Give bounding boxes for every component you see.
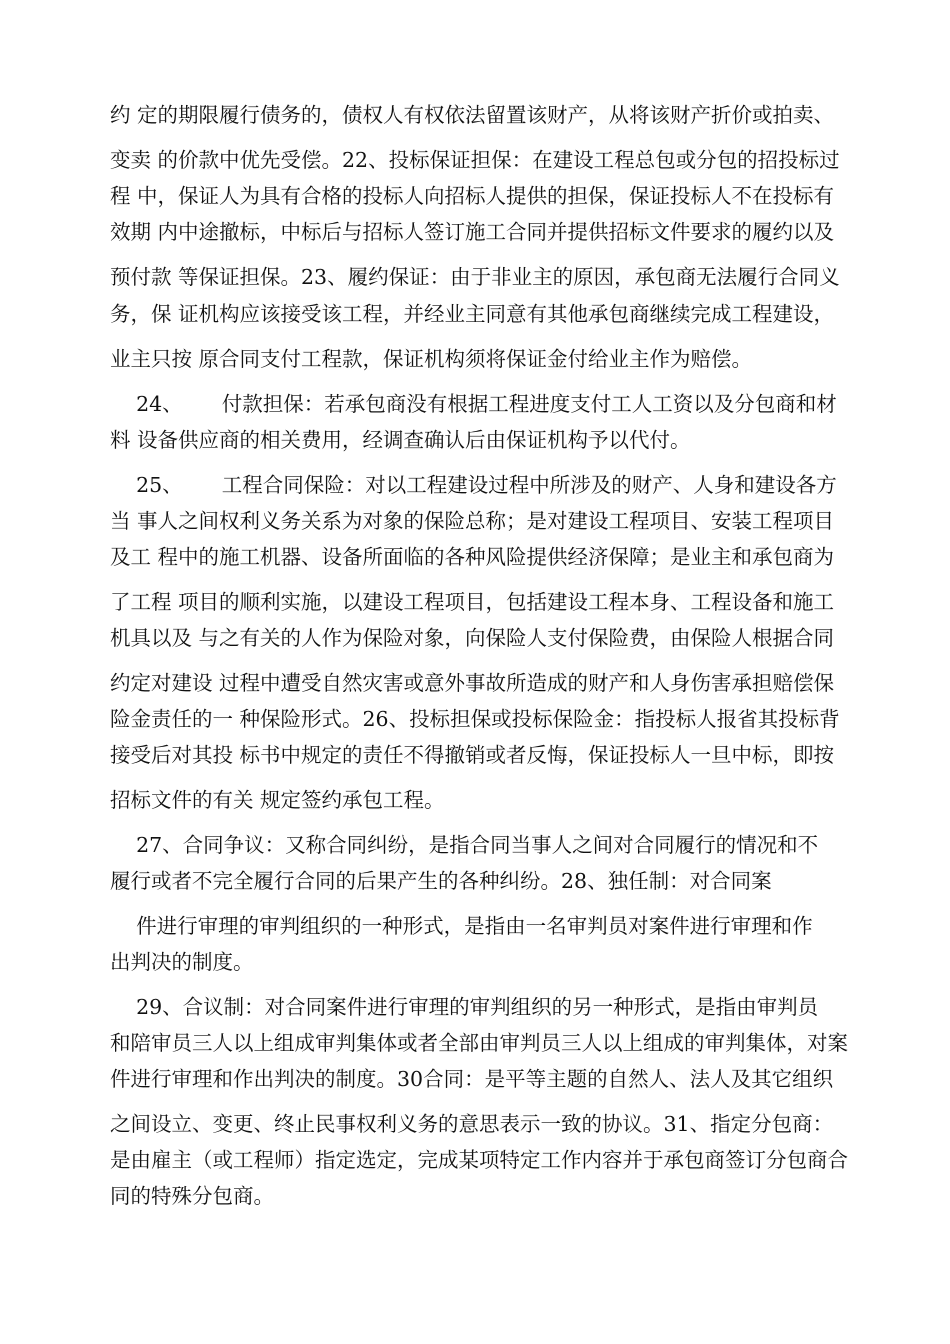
text-line: 履行或者不完全履行合同的后果产生的各种纠纷。28、独任制：对合同案 — [110, 869, 772, 893]
text-line: 及工 程中的施工机器、设备所面临的各种风险提供经济保障；是业主和承包商为 — [110, 545, 835, 569]
text-line: 同的特殊分包商。 — [110, 1184, 274, 1208]
text-line: 险金责任的一 种保险形式。26、投标担保或投标保险金：指投标人报省其投标背 — [110, 707, 840, 731]
text-line: 之间设立、变更、终止民事权利义务的意思表示一致的协议。31、指定分包商： — [110, 1112, 834, 1136]
text-line: 接受后对其投 标书中规定的责任不得撤销或者反悔，保证投标人一旦中标，即按 — [110, 743, 835, 767]
text-line: 业主只按 原合同支付工程款，保证机构须将保证金付给业主作为赔偿。 — [110, 347, 753, 371]
text-line: 24、 付款担保：若承包商没有根据工程进度支付工人工资以及分包商和材 — [110, 392, 837, 416]
text-line: 是由雇主（或工程师）指定选定，完成某项特定工作内容并于承包商签订分包商合 — [110, 1148, 848, 1172]
text-line: 29、合议制：对合同案件进行审理的审判组织的另一种形式，是指由审判员 — [110, 995, 819, 1019]
text-line: 效期 内中途撤标，中标后与招标人签订施工合同并提供招标文件要求的履约以及 — [110, 220, 835, 244]
text-line: 约定对建设 过程中遭受自然灾害或意外事故所造成的财产和人身伤害承担赔偿保 — [110, 671, 835, 695]
text-line: 招标文件的有关 规定签约承包工程。 — [110, 788, 445, 812]
text-line: 变卖 的价款中优先受偿。22、投标保证担保：在建设工程总包或分包的招投标过 — [110, 148, 840, 172]
text-line: 约 定的期限履行债务的，债权人有权依法留置该财产，从将该财产折价或拍卖、 — [110, 103, 835, 127]
text-line: 件进行审理的审判组织的一种形式，是指由一名审判员对案件进行审理和作 — [110, 914, 813, 938]
text-line: 料 设备供应商的相关费用，经调查确认后由保证机构予以代付。 — [110, 428, 691, 452]
text-line: 程 中，保证人为具有合格的投标人向招标人提供的担保，保证投标人不在投标有 — [110, 184, 835, 208]
text-line: 27、合同争议：又称合同纠纷，是指合同当事人之间对合同履行的情况和不 — [110, 833, 819, 857]
text-line: 和陪审员三人以上组成审判集体或者全部由审判员三人以上组成的审判集体，对案 — [110, 1031, 848, 1055]
text-line: 预付款 等保证担保。23、履约保证：由于非业主的原因，承包商无法履行合同义 — [110, 265, 840, 289]
text-line: 了工程 项目的顺利实施，以建设工程项目，包括建设工程本身、工程设备和施工 — [110, 590, 835, 614]
text-line: 出判决的制度。 — [110, 950, 254, 974]
text-line: 件进行审理和作出判决的制度。30合同：是平等主题的自然人、法人及其它组织 — [110, 1067, 834, 1091]
text-line: 25、 工程合同保险：对以工程建设过程中所涉及的财产、人身和建设各方 — [110, 473, 837, 497]
text-line: 机具以及 与之有关的人作为保险对象，向保险人支付保险费，由保险人根据合同 — [110, 626, 835, 650]
text-line: 务，保 证机构应该接受该工程，并经业主同意有其他承包商继续完成工程建设， — [110, 302, 835, 326]
text-line: 当 事人之间权利义务关系为对象的保险总称；是对建设工程项目、安装工程项目 — [110, 509, 835, 533]
